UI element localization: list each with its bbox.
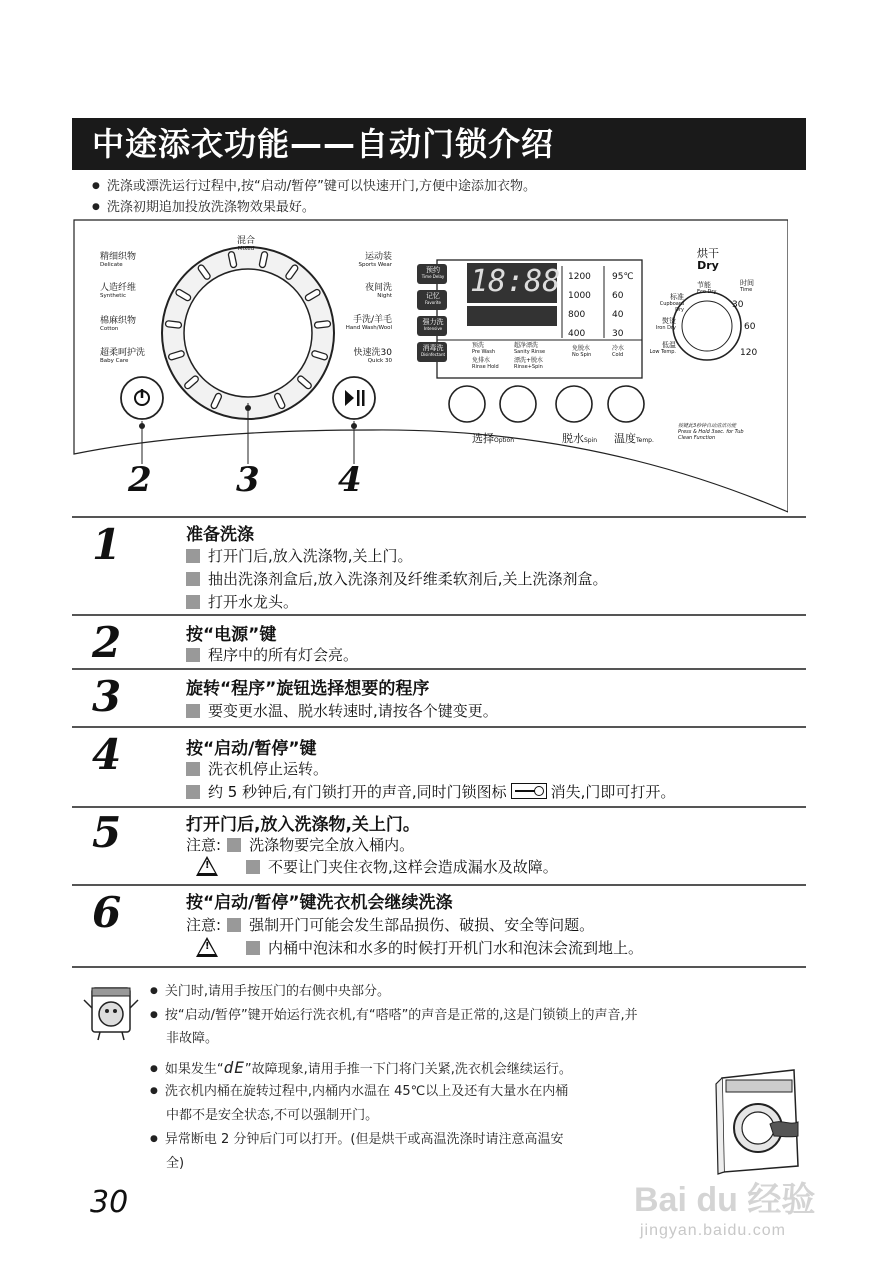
intensive-button[interactable]: 强力洗 Intensive — [422, 318, 444, 331]
step-line: 约 5 秒钟后,有门锁打开的声音,同时门锁图标 消失,门即可打开。 — [186, 781, 675, 802]
rinse-hold-indicator: 免排水 Rinse Hold — [472, 357, 499, 370]
dry-title: 烘干 Dry — [697, 247, 719, 272]
step-title: 按“启动/暂停”键洗衣机会继续洗涤 — [186, 893, 453, 913]
no-spin-indicator: 免脱水 No Spin — [572, 345, 592, 358]
note-continuation: 中都不是安全状态,不可以强制开门。 — [166, 1108, 379, 1123]
callout-number: 4 — [338, 460, 362, 500]
warning-icon: ! — [196, 937, 218, 957]
control-panel-illustration — [72, 218, 788, 518]
dry-minutes: 60 — [744, 322, 756, 332]
tub-clean-note: 按键此3秒钟自动清洁功能 Press & Hold 3sec. for Tub Clean Function — [678, 423, 744, 441]
step-divider — [72, 614, 806, 616]
step-line: 洗衣机停止运转。 — [186, 758, 328, 779]
intro-bullet: ● 洗涤初期追加投放洗涤物效果最好。 — [92, 196, 315, 215]
dry-label: 低温 Low Temp. — [649, 341, 676, 355]
step-title: 打开门后,放入洗涤物,关上门。 — [186, 815, 420, 835]
program-label: 超柔呵护洗 Baby Care — [100, 348, 146, 364]
intro-bullet: ● 洗涤或漂洗运行过程中,按“启动/暂停”键可以快速开门,方便中途添加衣物。 — [92, 175, 536, 194]
dry-minutes: 120 — [740, 348, 758, 358]
program-label: 混合 Mixed — [237, 236, 256, 252]
note-continuation: 全) — [166, 1156, 185, 1171]
step-divider — [72, 966, 806, 968]
door-lock-icon — [511, 783, 547, 799]
option-label: 选择Option — [472, 432, 515, 445]
callout-number: 2 — [128, 460, 152, 500]
step-divider — [72, 806, 806, 808]
rinse-spin-indicator: 漂洗+脱水 Rinse+Spin — [514, 357, 544, 370]
favorite-button[interactable]: 记忆 Favorite — [425, 292, 441, 305]
pre-wash-indicator: 预洗 Pre Wash — [472, 342, 496, 355]
panel-outline — [72, 218, 788, 518]
warning-icon: ! — [196, 856, 218, 876]
sanity-rinse-indicator: 超净漂洗 Sanity Rinse — [514, 342, 546, 355]
step-line: 打开门后,放入洗涤物,关上门。 — [186, 545, 413, 566]
step-line: 抽出洗涤剂盒后,放入洗涤剂及纤维柔软剂后,关上洗涤剂盒。 — [186, 568, 608, 589]
note-continuation: 非故障。 — [166, 1031, 219, 1046]
dry-label: 熨烫 Iron Dry — [655, 317, 676, 331]
step-title: 按“启动/暂停”键 — [186, 739, 317, 759]
spin-label: 脱水Spin — [562, 432, 598, 445]
page-number: 30 — [90, 1185, 129, 1220]
step-title: 旋转“程序”旋钮选择想要的程序 — [186, 679, 430, 699]
spin-speed-indicator: 800 — [568, 310, 586, 320]
washer-door-illustration — [712, 1066, 804, 1176]
display-time: 18:88 — [470, 264, 561, 299]
step-number: 6 — [92, 888, 122, 937]
dry-label: 标准 Cupboard Dry — [659, 293, 684, 313]
note-item: ● 关门时,请用手按压门的右侧中央部分。 — [150, 982, 390, 1003]
watermark-url: jingyan.baidu.com — [640, 1222, 786, 1239]
step-line: 注意: 强制开门可能会发生部品损伤、破损、安全等问题。 — [186, 916, 595, 934]
step-line: ! 内桶中泡沫和水多的时候打开机门水和泡沫会流到地上。 — [196, 937, 643, 958]
step-number: 3 — [92, 672, 122, 721]
dial-tick — [314, 321, 331, 329]
step-number: 5 — [92, 808, 122, 857]
watermark-logo: Bai du 经验 — [634, 1181, 816, 1219]
step-divider — [72, 516, 806, 518]
program-label: 手洗/羊毛 Hand Wash/Wool — [345, 315, 392, 331]
program-label: 精细织物 Delicate — [100, 252, 137, 268]
note-item: ● 如果发生“dE”故障现象,请用手推一下门将门关紧,洗衣机会继续运行。 — [150, 1058, 572, 1081]
step-number: 4 — [92, 730, 122, 779]
washer-mascot-icon — [82, 978, 140, 1042]
step-line: 要变更水温、脱水转速时,请按各个键变更。 — [186, 700, 498, 721]
step-line: 打开水龙头。 — [186, 591, 298, 612]
temp-indicator: 40 — [612, 310, 624, 320]
step-number: 2 — [92, 618, 122, 667]
dry-minutes: 30 — [732, 300, 744, 310]
time-delay-button[interactable]: 预约 Time Delay — [421, 266, 445, 279]
step-divider — [72, 884, 806, 886]
note-item: ● 异常断电 2 分钟后门可以打开。(但是烘干或高温洗涤时请注意高温安 — [150, 1130, 563, 1151]
program-label: 棉麻织物 Cotton — [100, 316, 137, 332]
program-label: 运动装 Sports Wear — [358, 252, 392, 268]
step-line: 程序中的所有灯会亮。 — [186, 644, 358, 665]
page-title: 中途添衣功能——自动门锁介绍 — [72, 118, 806, 170]
program-label: 人造纤维 Synthetic — [100, 283, 137, 299]
cold-indicator: 冷水 Cold — [612, 345, 625, 358]
error-code: dE — [223, 1058, 245, 1077]
temp-indicator: 60 — [612, 291, 624, 301]
note-item: ● 按“启动/暂停”键开始运行洗衣机,有“嗒嗒”的声音是正常的,这是门锁锁上的声音,并 — [150, 1006, 638, 1027]
step-line: 注意: 洗涤物要完全放入桶内。 — [186, 836, 415, 854]
note-item: ● 洗衣机内桶在旋转过程中,内桶内水温在 45℃以上及还有大量水在内桶 — [150, 1082, 568, 1103]
spin-speed-indicator: 1000 — [568, 291, 591, 301]
step-number: 1 — [92, 520, 122, 569]
disinfectant-button[interactable]: 消毒洗 Disinfectant — [420, 344, 446, 357]
dry-label: 节能 Eco Dry — [697, 281, 717, 295]
spin-speed-indicator: 1200 — [568, 272, 591, 282]
dial-tick — [165, 321, 182, 329]
program-label: 快速洗30 Quick 30 — [353, 348, 392, 364]
callout-number: 3 — [236, 460, 260, 500]
temp-indicator: 30 — [612, 329, 624, 339]
dry-time-label: 时间 Time — [740, 279, 754, 293]
step-title: 按“电源”键 — [186, 625, 277, 645]
spin-speed-indicator: 400 — [568, 329, 586, 339]
temp-indicator: 95℃ — [612, 272, 634, 282]
step-divider — [72, 668, 806, 670]
temp-label: 温度Temp. — [614, 432, 654, 445]
step-title: 准备洗涤 — [186, 525, 254, 545]
step-line: ! 不要让门夹住衣物,这样会造成漏水及故障。 — [196, 856, 558, 877]
program-label: 夜间洗 Night — [364, 283, 392, 299]
step-divider — [72, 726, 806, 728]
